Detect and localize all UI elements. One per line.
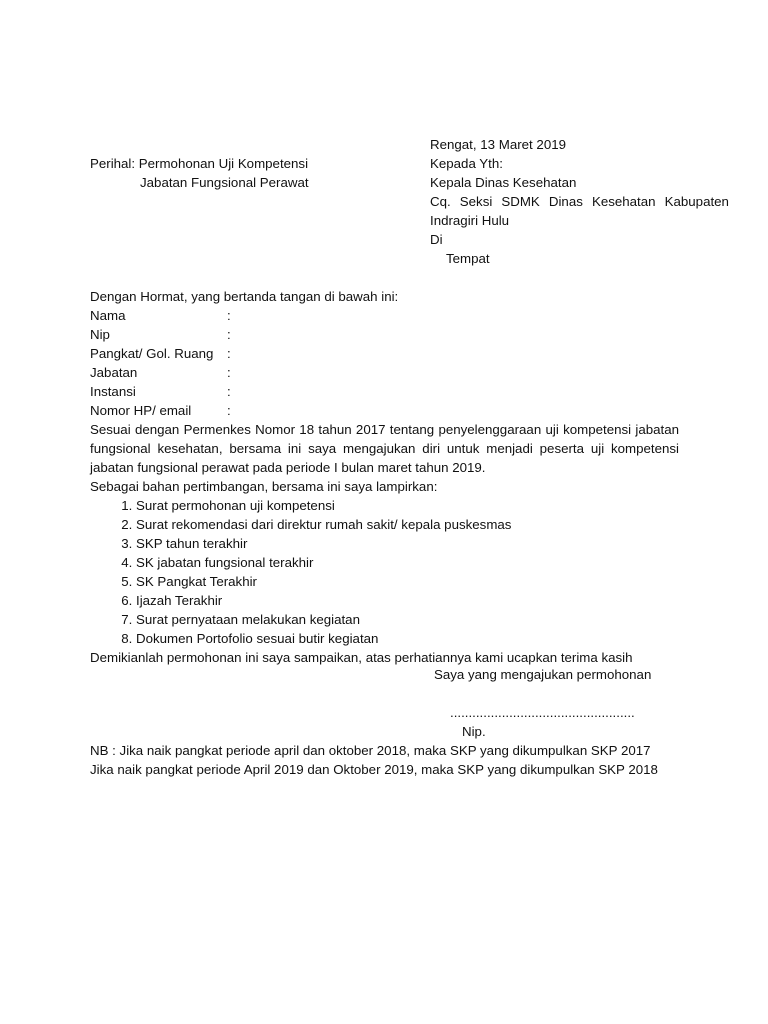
list-item: 5. SK Pangkat Terakhir [136, 572, 679, 591]
list-item: 3. SKP tahun terakhir [136, 534, 679, 553]
signature-label: Saya yang mengajukan permohonan [434, 667, 652, 682]
recipient-word: Cq. [430, 194, 451, 209]
field-label: Nama [90, 308, 126, 323]
field-label: Jabatan [90, 365, 138, 380]
subject-line-1: Perihal: Permohonan Uji Kompetensi [90, 156, 309, 171]
letter-body [90, 287, 679, 667]
notes [90, 741, 658, 779]
letter-subject [90, 154, 309, 192]
field-label: Nip [90, 327, 110, 342]
note-line-1: NB : Jika naik pangkat periode april dan oktober 2018, maka SKP yang dikumpulkan SKP 2017 [90, 743, 651, 758]
recipient-word: Seksi [459, 194, 493, 209]
recipient-line-4: Indragiri Hulu [430, 213, 510, 228]
applicant-fields [90, 306, 679, 420]
closing-sentence: Demikianlah permohonan ini saya sampaikan, atas perhatiannya kami ucapkan terima kasih [90, 650, 633, 665]
field-row-instansi [90, 382, 679, 401]
field-label: Nomor HP/ email [90, 403, 192, 418]
field-colon: : [227, 346, 231, 361]
recipient-block [430, 154, 729, 268]
attachments-intro: Sebagai bahan pertimbangan, bersama ini saya lampirkan: [90, 479, 438, 494]
field-row-nomor-hp [90, 401, 679, 420]
recipient-line-1: Kepada Yth: [430, 156, 503, 171]
recipient-line-3 [430, 192, 729, 211]
recipient-word: SDMK [501, 194, 540, 209]
attachments-list [90, 496, 679, 648]
recipient-word: Dinas [548, 194, 583, 209]
field-colon: : [227, 384, 231, 399]
list-item: 8. Dokumen Portofolio sesuai butir kegiatan [136, 629, 679, 648]
field-colon: : [227, 308, 231, 323]
list-item: 2. Surat rekomendasi dari direktur rumah sakit/ kepala puskesmas [136, 515, 679, 534]
field-row-jabatan [90, 363, 679, 382]
list-item: 1. Surat permohonan uji kompetensi [136, 496, 679, 515]
field-colon: : [227, 365, 231, 380]
recipient-line-5: Di [430, 232, 443, 247]
note-line-2: Jika naik pangkat periode April 2019 dan Oktober 2019, maka SKP yang dikumpulkan SKP 2018 [90, 762, 658, 777]
list-item: 4. SK jabatan fungsional terakhir [136, 553, 679, 572]
signature-nip: Nip. [462, 724, 486, 739]
signature-dots: .................................................. [450, 705, 635, 720]
recipient-line-6: Tempat [446, 251, 490, 266]
recipient-word: Kesehatan [591, 194, 656, 209]
field-colon: : [227, 403, 231, 418]
field-row-nama [90, 306, 679, 325]
list-item: 7. Surat pernyataan melakukan kegiatan [136, 610, 679, 629]
recipient-word: Kabupaten [664, 194, 729, 209]
field-row-pangkat [90, 344, 679, 363]
field-row-nip [90, 325, 679, 344]
letter-date: Rengat, 13 Maret 2019 [430, 137, 567, 152]
main-paragraph: Sesuai dengan Permenkes Nomor 18 tahun 2017 tentang penyelenggaraan uji kompetensi jabatan fungsional kesehatan, bersama ini saya mengajukan diri untuk menjadi peserta uji kompetensi jabatan fungsional perawat pada periode I bulan maret tahun 2019. [90, 422, 679, 475]
recipient-line-2: Kepala Dinas Kesehatan [430, 175, 577, 190]
greeting: Dengan Hormat, yang bertanda tangan di bawah ini: [90, 289, 399, 304]
field-label: Instansi [90, 384, 136, 399]
list-item: 6. Ijazah Terakhir [136, 591, 679, 610]
subject-line-2: Jabatan Fungsional Perawat [140, 175, 309, 190]
field-colon: : [227, 327, 231, 342]
field-label: Pangkat/ Gol. Ruang [90, 346, 214, 361]
